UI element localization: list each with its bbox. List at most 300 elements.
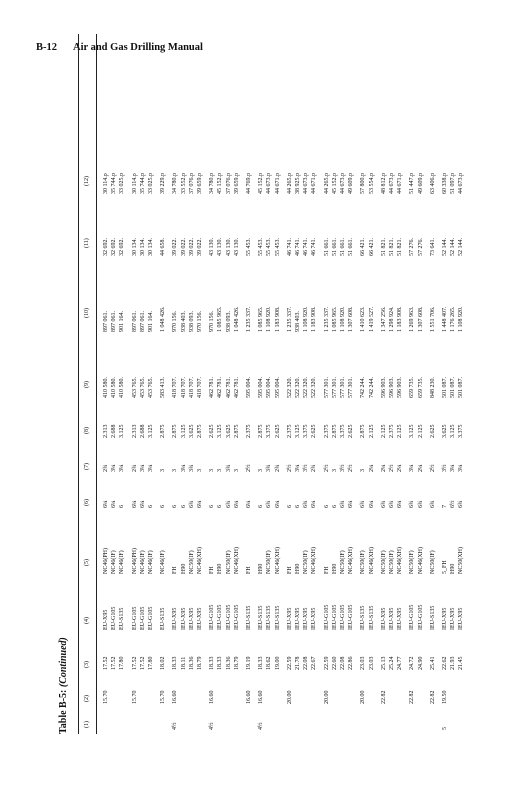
table-row <box>197 34 205 734</box>
table-cell: FH <box>246 566 252 574</box>
table-row <box>332 34 340 734</box>
table-row <box>295 34 303 734</box>
table-cell: 2.875 <box>331 424 338 438</box>
table-cell: 418 707. <box>180 377 187 398</box>
table-cell: 3.125 <box>180 424 187 438</box>
table-cell: 33 552.p <box>180 173 187 194</box>
table-cell: IEU-S135 <box>258 605 265 630</box>
table-cell: 23.03 <box>360 656 367 670</box>
table-cell: 22.62 <box>442 656 448 670</box>
table-cell: 6¾ <box>225 500 232 508</box>
table-cell: 901 164. <box>119 311 126 332</box>
table-cell: 2.688 <box>139 424 146 438</box>
table-cell: 595 004. <box>246 377 252 398</box>
table-cell: 6¼ <box>233 500 240 508</box>
table-cell: 3 <box>172 469 179 472</box>
table-cell: 52 144. <box>442 238 448 256</box>
table-cell: 24.72 <box>409 656 416 670</box>
table-cell: 6 <box>148 505 154 508</box>
rotated-table <box>56 34 496 734</box>
table-row <box>381 34 389 734</box>
table-cell: 6¾ <box>303 500 310 508</box>
table-row <box>324 34 332 734</box>
table-row <box>140 34 148 734</box>
table-cell: H90 <box>180 563 187 574</box>
table-cell: 46 741. <box>286 238 293 256</box>
table-cell: 6 <box>323 505 330 508</box>
table-cell: NC50(IF) <box>188 550 195 574</box>
table-cell: 6¾ <box>340 500 346 508</box>
table-cell: 2.625 <box>209 424 216 438</box>
table-cell: 18.36 <box>225 656 232 670</box>
column-header: (5) <box>84 559 90 566</box>
table-row <box>132 34 140 734</box>
table-cell: 3 <box>217 469 224 472</box>
table-row <box>340 34 348 734</box>
table-cell: 6¼ <box>348 500 355 508</box>
table-cell: IEU-X95 <box>380 607 387 630</box>
table-cell: 51 821. <box>389 238 395 256</box>
table-row <box>418 34 426 734</box>
table-cell: 1 085 965. <box>217 306 224 332</box>
table-cell: 34 780.p <box>172 173 179 194</box>
table-cell: H90 <box>295 563 301 574</box>
table-cell: 18.11 <box>180 656 187 670</box>
table-cell: 6 <box>258 505 265 508</box>
table-cell: 2.688 <box>111 424 118 438</box>
table-cell: IEU-G105 <box>233 604 240 630</box>
table-cell: 32 692. <box>103 238 109 256</box>
table-cell: 3.375 <box>340 424 346 438</box>
table-cell: 33 025.p <box>119 173 126 194</box>
table-cell: 16.60 <box>209 690 216 704</box>
table-cell: 55 453. <box>274 238 281 256</box>
table-title-suffix: (Continued) <box>58 637 69 688</box>
table-cell: 23.03 <box>368 656 375 670</box>
table-cell: FH <box>323 566 330 574</box>
table-cell: 2¼ <box>368 464 375 472</box>
table-cell: 2.875 <box>160 424 167 438</box>
table-cell: 17.52 <box>103 656 109 670</box>
table-cell: 2½ <box>348 464 355 472</box>
table-cell: 583 413. <box>160 377 167 398</box>
table-cell: 52 144. <box>458 238 465 256</box>
table-cell: 25.13 <box>380 656 387 670</box>
table-cell: 3.125 <box>148 424 154 438</box>
table-cell: 6¼ <box>368 500 375 508</box>
table-cell: 6¼ <box>197 500 203 508</box>
table-cell: 18.62 <box>266 656 273 670</box>
table-cell: 2.375 <box>286 424 293 438</box>
table-cell: IEU-G105 <box>348 604 355 630</box>
table-cell: 4½ <box>209 722 216 730</box>
table-cell: 19.19 <box>246 656 252 670</box>
table-cell: IEU-G105 <box>323 604 330 630</box>
table-row <box>458 34 466 734</box>
table-cell: 17.80 <box>148 656 154 670</box>
table-row <box>160 34 168 734</box>
table-cell: 44 265.p <box>286 173 293 194</box>
table-row <box>303 34 311 734</box>
table-cell: 577 301. <box>340 377 346 398</box>
table-cell: 1 551 706. <box>429 306 436 332</box>
table-cell: 3.625 <box>442 424 448 438</box>
table-cell: 418 707. <box>197 377 203 398</box>
table-row <box>226 34 234 734</box>
table-cell: 1 176 265. <box>450 306 457 332</box>
table-cell: 2¼ <box>397 464 404 472</box>
table-cell: 6¾ <box>417 500 424 508</box>
table-cell: 18.02 <box>160 656 167 670</box>
table-cell: 742 244. <box>368 377 375 398</box>
table-cell: 3¼ <box>409 464 416 472</box>
table-cell: 3 <box>160 469 167 472</box>
table-cell: EU-S135 <box>160 607 167 630</box>
table-cell: IEU-G105 <box>417 604 424 630</box>
table-cell: 51 097.p <box>450 173 457 194</box>
table-cell: 17.80 <box>119 656 126 670</box>
column-header: (9) <box>84 381 90 388</box>
table-cell: 5_FH <box>442 560 448 574</box>
table-cell: 6¾ <box>429 500 436 508</box>
table-cell: 39 022. <box>197 238 203 256</box>
table-cell: 44 673.p <box>303 173 310 194</box>
table-cell: 2.875 <box>233 424 240 438</box>
table-cell: 2.125 <box>380 424 387 438</box>
table-cell: 6 <box>331 505 338 508</box>
table-cell: 3.125 <box>217 424 224 438</box>
table-cell: 522 320. <box>303 377 310 398</box>
table-cell: 6¼ <box>131 500 138 508</box>
table-cell: 44 673.p <box>389 173 395 194</box>
table-cell: 848 230. <box>429 377 436 398</box>
table-cell: 6 <box>286 505 293 508</box>
table-cell: 453 765. <box>131 377 138 398</box>
table-cell: H90 <box>217 563 224 574</box>
table-cell: 7 <box>442 505 448 508</box>
table-cell: IEU-X95 <box>389 607 395 630</box>
table-cell: 2.875 <box>258 424 265 438</box>
table-cell: 3 <box>233 469 240 472</box>
table-cell: 3.375 <box>303 424 310 438</box>
table-cell: 2.375 <box>246 424 252 438</box>
table-cell: 44 673.p <box>340 173 346 194</box>
table-cell: NC46(PH) <box>103 547 109 574</box>
table-cell: 30 134. <box>148 238 154 256</box>
table-cell: 3¼ <box>295 464 301 472</box>
table-cell: 595 004. <box>266 377 273 398</box>
column-header: (8) <box>84 427 90 434</box>
table-cell: 2¾ <box>103 464 109 472</box>
table-cell: 57 276. <box>417 238 424 256</box>
table-cell: IEU-X95 <box>303 607 310 630</box>
table-cell: 22.59 <box>286 656 293 670</box>
table-cell: 3.625 <box>188 424 195 438</box>
table-cell: 6 <box>295 505 301 508</box>
table-cell: EU-G105 <box>139 606 146 630</box>
table-cell: 3¼ <box>148 464 154 472</box>
table-cell: 22.82 <box>429 690 436 704</box>
table-cell: 2¼ <box>417 464 424 472</box>
table-cell: 1 269 963. <box>409 306 416 332</box>
table-cell: 20.00 <box>360 690 367 704</box>
table-cell: 938 093. <box>188 311 195 332</box>
table-cell: 3¼ <box>180 464 187 472</box>
table-cell: 462 781. <box>209 377 216 398</box>
table-cell: 3.125 <box>295 424 301 438</box>
table-cell: NC50(IF) <box>380 550 387 574</box>
table-cell: 15.70 <box>131 690 138 704</box>
table-row <box>148 34 156 734</box>
table-cell: 39 022. <box>180 238 187 256</box>
column-header: (3) <box>84 661 90 668</box>
table-cell: 2.875 <box>172 424 179 438</box>
column-header: (10) <box>84 308 90 318</box>
table-row <box>246 34 254 734</box>
table-cell: 44 658. <box>160 238 167 256</box>
table-cell: 18.79 <box>197 656 203 670</box>
column-header: (1) <box>84 721 90 728</box>
table-cell: 659 735. <box>417 377 424 398</box>
table-cell: 3¼ <box>119 464 126 472</box>
table-cell: 66 421. <box>368 238 375 256</box>
table-cell: 938 093. <box>225 311 232 332</box>
table-cell: NC46(IF) <box>119 550 126 574</box>
table-cell: 44 673.p <box>266 173 273 194</box>
table-row <box>119 34 127 734</box>
table-cell: 897 061. <box>131 311 138 332</box>
table-cell: IEU-X95 <box>295 607 301 630</box>
table-cell: IEU-S135 <box>360 605 367 630</box>
table-cell: FH <box>286 566 293 574</box>
table-cell: 16.60 <box>246 690 252 704</box>
table-cell: 453 765. <box>139 377 146 398</box>
table-cell: 51 447.p <box>409 173 416 194</box>
table-cell: 1 347 256. <box>380 306 387 332</box>
table-cell: 897 061. <box>111 311 118 332</box>
table-cell: 22.82 <box>409 690 416 704</box>
table-cell: 577 301. <box>323 377 330 398</box>
table-cell: 46 741. <box>311 238 318 256</box>
table-cell: IEU-G105 <box>209 604 216 630</box>
table-cell: 410 580. <box>111 377 118 398</box>
table-cell: 51 821. <box>397 238 404 256</box>
table-cell: 21.93 <box>450 656 457 670</box>
table-cell: 596 903. <box>380 377 387 398</box>
table-cell: 25.41 <box>429 656 436 670</box>
table-cell: 44 673.p <box>458 173 465 194</box>
table-cell: 3¾ <box>225 464 232 472</box>
table-cell: 1 410 623. <box>360 306 367 332</box>
table-cell: 970 156. <box>209 311 216 332</box>
table-row <box>275 34 283 734</box>
table-cell: 39 659.p <box>233 173 240 194</box>
table-cell: 17.52 <box>111 656 118 670</box>
table-cell: 2¾ <box>311 464 318 472</box>
table-cell: NC50(XH) <box>458 547 465 574</box>
table-cell: 6 <box>217 505 224 508</box>
table-cell: IEU-S135 <box>429 605 436 630</box>
table-cell: 73 641. <box>429 238 436 256</box>
table-row <box>209 34 217 734</box>
table-cell: IEU-X95 <box>180 607 187 630</box>
table-cell: 44 671.p <box>311 173 318 194</box>
table-cell: 3½ <box>442 464 448 472</box>
table-cell: 18.33 <box>258 656 265 670</box>
table-cell: 55 453. <box>266 238 273 256</box>
table-cell: 1 235 337. <box>286 306 293 332</box>
table-cell: 22.08 <box>303 656 310 670</box>
table-title-label: Table B-5: <box>58 689 69 734</box>
table-cell: 22.59 <box>323 656 330 670</box>
table-cell: 1 048 426. <box>160 306 167 332</box>
table-cell: 1 235 337. <box>246 306 252 332</box>
table-row <box>266 34 274 734</box>
table-cell: IEU-G105 <box>217 604 224 630</box>
table-cell: 6 <box>172 505 179 508</box>
table-cell: 3 <box>258 469 265 472</box>
column-header: (6) <box>84 499 90 506</box>
table-cell: 1 307 608. <box>417 306 424 332</box>
table-cell: 22.60 <box>331 656 338 670</box>
table-cell: IEU-X95 <box>397 607 404 630</box>
column-header-row <box>84 34 94 734</box>
table-cell: 49 609.p <box>348 173 355 194</box>
table-cell: H90 <box>258 563 265 574</box>
table-cell: 3 <box>331 469 338 472</box>
table-cell: 2¾ <box>274 464 281 472</box>
table-cell: 6¾ <box>188 500 195 508</box>
table-row <box>111 34 119 734</box>
table-cell: NC50(IF) <box>266 550 273 574</box>
table-cell: 3¼ <box>458 464 465 472</box>
table-cell: 938 403. <box>295 311 301 332</box>
table-cell: 6 <box>180 505 187 508</box>
table-cell: 18.33 <box>217 656 224 670</box>
table-cell: 32 692. <box>111 238 118 256</box>
table-row <box>172 34 180 734</box>
table-cell: NC46(XH) <box>397 547 404 574</box>
table-cell: 522 320. <box>311 377 318 398</box>
table-cell: 57 276. <box>409 238 416 256</box>
table-cell: 22.82 <box>380 690 387 704</box>
table-row <box>360 34 368 734</box>
table-cell: 2.313 <box>131 424 138 438</box>
table-row <box>397 34 405 734</box>
table-cell: NC50(IF) <box>225 550 232 574</box>
table-cell: 522 320. <box>286 377 293 398</box>
table-cell: 418 707. <box>172 377 179 398</box>
table-cell: 6¼ <box>246 500 252 508</box>
table-cell: 1 048 426. <box>233 306 240 332</box>
table-cell: NC50(IF) <box>360 550 367 574</box>
table-row <box>258 34 266 734</box>
table-cell: NC46(XH) <box>311 547 318 574</box>
table-cell: 1 419 527. <box>368 306 375 332</box>
table-cell: 2.375 <box>323 424 330 438</box>
table-cell: EU-G105 <box>111 606 118 630</box>
table-cell: 44 671.p <box>274 173 281 194</box>
table-cell: NC50(IF) <box>409 550 416 574</box>
table-cell: 51 821. <box>380 238 387 256</box>
table-cell: IEU-G105 <box>331 604 338 630</box>
table-cell: 2.875 <box>197 424 203 438</box>
table-cell: 6¼ <box>311 500 318 508</box>
column-header: (2) <box>84 695 90 702</box>
table-cell: 2.125 <box>417 424 424 438</box>
table-cell: 44 671.p <box>397 173 404 194</box>
table-cell: IEU-S135 <box>368 605 375 630</box>
table-cell: 37 076.p <box>188 173 195 194</box>
table-cell: 18.79 <box>233 656 240 670</box>
table-cell: 2.875 <box>360 424 367 438</box>
table-cell: 6¾ <box>360 500 367 508</box>
table-cell: NC46(XH) <box>368 547 375 574</box>
table-cell: NC46(IF) <box>160 550 167 574</box>
table-row <box>450 34 458 734</box>
table-cell: 16.60 <box>172 690 179 704</box>
table-cell: 43 130. <box>209 238 216 256</box>
table-cell: 897 061. <box>103 311 109 332</box>
table-cell: 45 152.p <box>217 173 224 194</box>
table-cell: 501 087. <box>458 377 465 398</box>
table-cell: 410 580. <box>103 377 109 398</box>
table-cell: 55 453. <box>258 238 265 256</box>
table-cell: 3.125 <box>409 424 416 438</box>
table-cell: NC50(IF) <box>389 550 395 574</box>
table-row <box>103 34 111 734</box>
table-cell: 6¾ <box>380 500 387 508</box>
table-cell: 2½ <box>286 464 293 472</box>
table-cell: 24.90 <box>417 656 424 670</box>
table-cell: 39 659.p <box>197 173 203 194</box>
table-row <box>369 34 377 734</box>
table-cell: 596 903. <box>397 377 404 398</box>
table-cell: NC46(PH) <box>131 547 138 574</box>
table-cell: 49 609.p <box>417 173 424 194</box>
table-cell: 1 085 965. <box>331 306 338 332</box>
table-row <box>181 34 189 734</box>
table-cell: 1 448 407. <box>442 306 448 332</box>
table-cell: 2.625 <box>311 424 318 438</box>
table-cell: 39 022. <box>172 238 179 256</box>
table-cell: 48 812.p <box>380 173 387 194</box>
table-cell: 3.625 <box>225 424 232 438</box>
table-cell: 2.625 <box>274 424 281 438</box>
table-cell: 595 004. <box>258 377 265 398</box>
table-cell: 659 735. <box>409 377 416 398</box>
table-cell: 970 156. <box>172 311 179 332</box>
table-row <box>311 34 319 734</box>
table-cell: 21.45 <box>458 656 465 670</box>
table-cell: 462 781. <box>225 377 232 398</box>
table-cell: 5 <box>442 727 448 730</box>
table-cell: 39 229.p <box>160 173 167 194</box>
book-title: Air and Gas Drilling Manual <box>73 42 203 53</box>
table-cell: 43 130. <box>225 238 232 256</box>
table-row <box>430 34 438 734</box>
table-cell: 2½ <box>246 464 252 472</box>
table-cell: 39 022. <box>188 238 195 256</box>
table-cell: 21.78 <box>295 656 301 670</box>
table-cell: 2.125 <box>368 424 375 438</box>
table-cell: 18.33 <box>209 656 216 670</box>
table-cell: 16.60 <box>258 690 265 704</box>
table-cell: 1 298 924. <box>389 306 395 332</box>
table-cell: 6¾ <box>389 500 395 508</box>
table-cell: 35 744.p <box>139 173 146 194</box>
table-cell: IEU-X95 <box>172 607 179 630</box>
